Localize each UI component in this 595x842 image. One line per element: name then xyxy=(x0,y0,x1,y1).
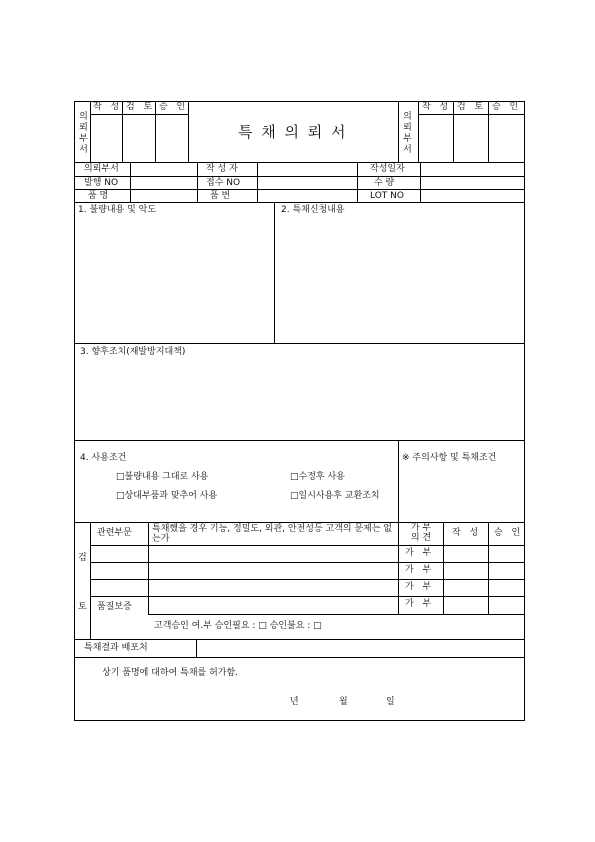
info-issue-no-label: 발행 NO xyxy=(84,178,119,188)
review-side-label-bottom: 토 xyxy=(78,602,87,612)
info-item-label: 품 명 xyxy=(88,191,109,201)
date-month: 월 xyxy=(339,697,348,707)
option-use-with-matching-part[interactable]: □상대부품과 맞추어 사용 xyxy=(116,491,218,501)
option-use-after-fix[interactable]: □수정후 사용 xyxy=(290,472,345,482)
right-approval-review: 검 토 xyxy=(457,102,487,112)
approval-statement: 상기 품명에 대하여 특채를 허가함. xyxy=(102,668,239,678)
verdict-mark-row2[interactable]: 가 부 xyxy=(405,565,435,575)
right-request-dept-label: 의뢰부서 xyxy=(403,112,412,155)
review-writer-header: 작 성 xyxy=(452,528,482,538)
option-use-as-is[interactable]: □불량내용 그대로 사용 xyxy=(116,472,209,482)
section-action-title: 3. 향후조치(재발방지대책) xyxy=(80,347,186,357)
left-request-dept-label: 의뢰부서 xyxy=(79,112,88,155)
option-temporary-use[interactable]: □일시사용후 교환조치 xyxy=(290,491,380,501)
review-verdict-header: 가 부 의 견 xyxy=(410,523,432,543)
review-dept-header: 관련부문 xyxy=(97,528,132,538)
section-request-title: 2. 특채신청내용 xyxy=(281,205,345,215)
section-conditions-title: 4. 사용조건 xyxy=(80,453,127,463)
info-dept-label: 의뢰부서 xyxy=(84,164,119,174)
verdict-mark-row3[interactable]: 가 부 xyxy=(405,582,435,592)
verdict-mark-row4[interactable]: 가 부 xyxy=(405,599,435,609)
info-part-no-label: 품 번 xyxy=(210,191,231,201)
info-lot-no-label: LOT NO xyxy=(370,191,404,201)
customer-approval-line[interactable]: 고객승인 여.부 승인필요 : □ 승인불요 : □ xyxy=(154,621,322,631)
review-side-label-top: 검 xyxy=(78,553,87,563)
left-approval-approve: 승 인 xyxy=(159,102,189,112)
page-title: 특 채 의 뢰 서 xyxy=(238,123,348,141)
verdict-mark-row1[interactable]: 가 부 xyxy=(405,548,435,558)
date-year: 년 xyxy=(290,697,299,707)
right-approval-approve: 승 인 xyxy=(492,102,522,112)
review-approve-header: 승 인 xyxy=(494,528,524,538)
review-quality-label: 품질보증 xyxy=(97,602,132,612)
info-receipt-no-label: 접수 NO xyxy=(206,178,241,188)
review-question: 특채했을 경우 기능, 정밀도, 외관, 안전성등 고객의 문제는 없는가 xyxy=(152,524,393,544)
left-approval-review: 검 토 xyxy=(126,102,156,112)
info-writer-label: 작 성 자 xyxy=(206,164,238,174)
left-approval-write: 작 성 xyxy=(93,102,123,112)
info-date-label: 작성일자 xyxy=(370,164,405,174)
info-quantity-label: 수 량 xyxy=(374,178,395,188)
section-defect-title: 1. 불량내용 및 악도 xyxy=(78,205,157,215)
right-approval-write: 작 성 xyxy=(422,102,452,112)
date-day: 일 xyxy=(386,697,395,707)
distribution-label: 특채결과 배포처 xyxy=(84,643,148,653)
section-notes-title: ※ 주의사항 및 특채조건 xyxy=(402,453,497,463)
